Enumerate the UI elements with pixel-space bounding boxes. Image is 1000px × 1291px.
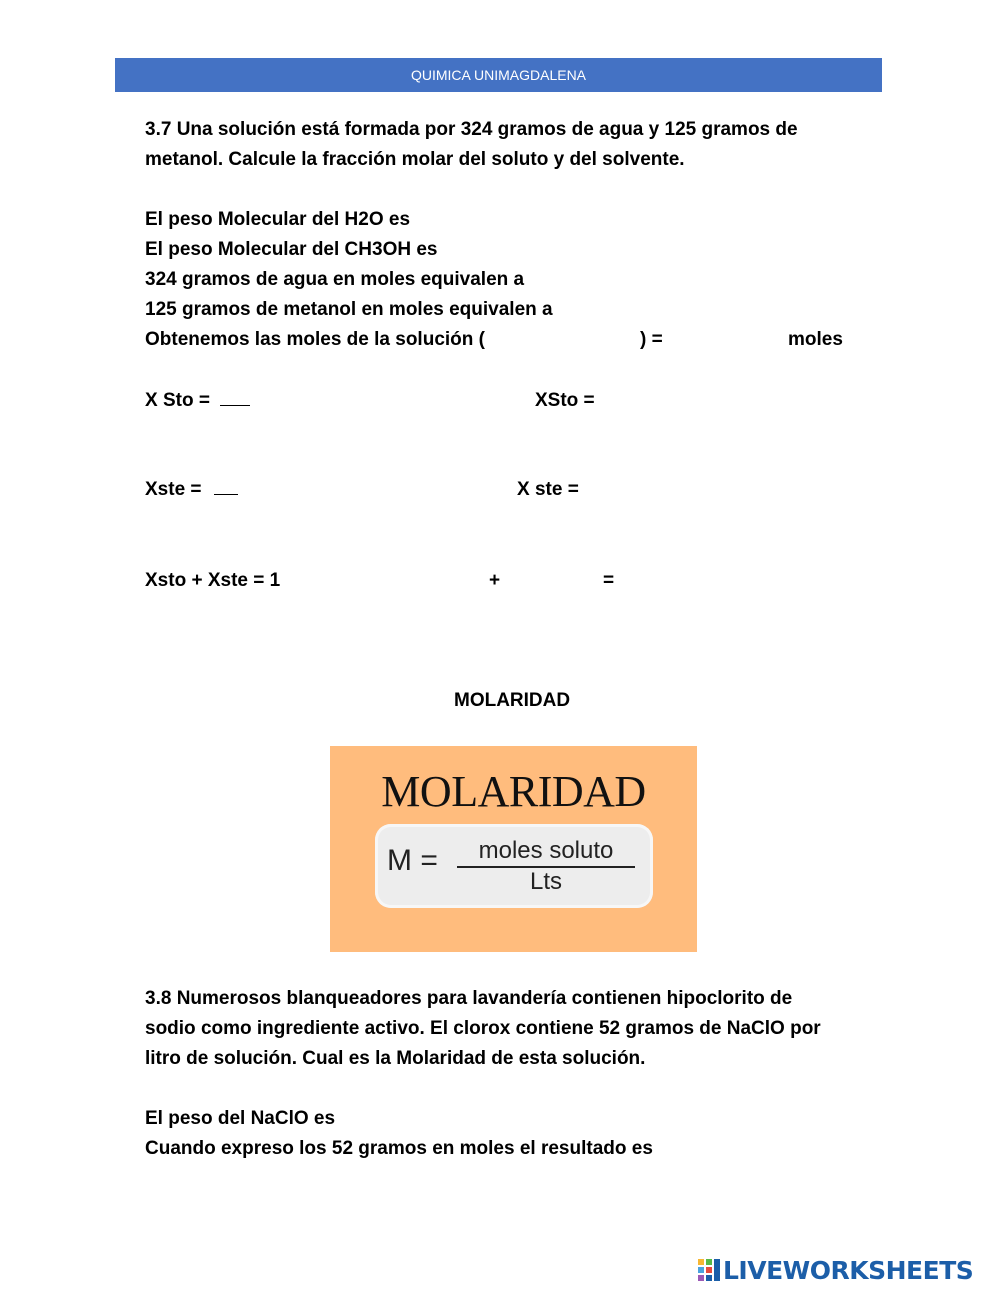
xsto-row [145,386,250,416]
moles-solucion-text: Obtenemos las moles de la solución ( [145,329,485,350]
header-title: QUIMICA UNIMAGDALENA [410,67,587,83]
formula-lhs: M = [387,844,438,877]
agua-moles-text: 324 gramos de agua en moles equivalen a [145,269,525,290]
sum-equals: = [603,570,615,591]
formula-denominator: Lts [529,868,562,895]
peso-naclo-text: El peso del NaClO es [145,1108,336,1129]
formula-pill [375,824,653,908]
xste-label-right: X ste = [517,479,579,500]
pm-h2o-text: El peso Molecular del H2O es [145,209,411,230]
xste-fraction-line [214,476,238,495]
xsto-label: X Sto = [145,390,210,411]
header-bar [115,58,882,92]
problem-38-line2: sodio como ingrediente activo. El clorox contiene 52 gramos de NaClO por [145,1018,821,1039]
moles-solucion-close: ) = [640,329,663,350]
problem-38-line3: litro de solución. Cual es la Molaridad de esta solución. [145,1048,646,1069]
moles-naclo-text: Cuando expreso los 52 gramos en moles el resultado es [145,1138,653,1159]
moles-unit: moles [788,329,843,350]
xsto-fraction-line [220,387,250,406]
formula-numerator: moles soluto [478,837,614,864]
problem-37-line2: metanol. Calcule la fracción molar del soluto y del solvente. [145,149,685,170]
liveworksheets-logo-text: LIVEWORKSHEETS [723,1255,974,1285]
xsto-label-right: XSto = [535,390,595,411]
problem-37-line1: 3.7 Una solución está formada por 324 gramos de agua y 125 gramos de [145,119,798,140]
xste-label: Xste = [145,479,202,500]
sum-equation: Xsto + Xste = 1 [145,570,281,591]
problem-38-line1: 3.8 Numerosos blanqueadores para lavandería contienen hipoclorito de [145,988,793,1009]
liveworksheets-logo [697,1255,973,1285]
molaridad-formula-image [330,746,697,952]
xste-row [145,475,238,505]
sum-plus: + [489,570,501,591]
pm-ch3oh-text: El peso Molecular del CH3OH es [145,239,438,260]
formula-image-title: MOLARIDAD [381,767,646,816]
metanol-moles-text: 125 gramos de metanol en moles equivalen a [145,299,553,320]
liveworksheets-logo-icon [697,1258,721,1282]
section-title: MOLARIDAD [454,690,571,711]
